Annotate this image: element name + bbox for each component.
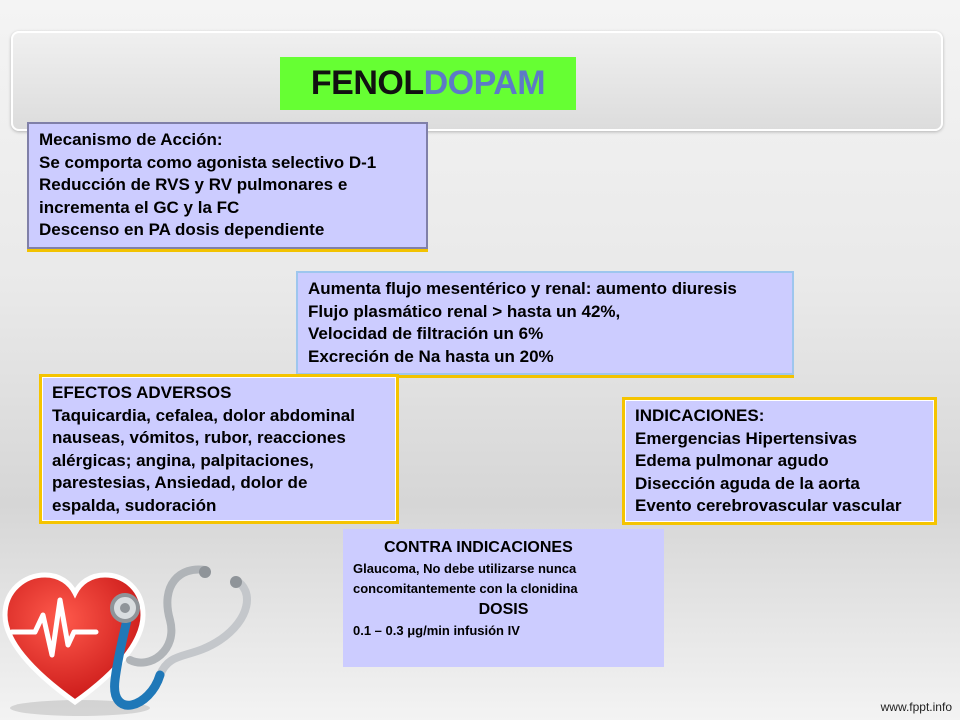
efectos-line: alérgicas; angina, palpitaciones, bbox=[52, 450, 314, 470]
mecanismo-line: Se comporta como agonista selectivo D-1 bbox=[39, 152, 377, 172]
contraindicaciones-box bbox=[343, 529, 664, 667]
contra-heading: CONTRA INDICACIONES bbox=[384, 539, 573, 556]
efectos-line: Taquicardia, cefalea, dolor abdominal bbox=[52, 405, 355, 425]
efectos-line: parestesias, Ansiedad, dolor de bbox=[52, 473, 308, 492]
mecanismo-box bbox=[27, 122, 428, 249]
efectos-heading: EFECTOS ADVERSOS bbox=[52, 383, 232, 402]
mecanismo-line: incrementa el GC y la FC bbox=[39, 197, 240, 217]
flujo-line: Velocidad de filtración un 6% bbox=[308, 324, 544, 343]
indicaciones-line: Evento cerebrovascular vascular bbox=[635, 496, 902, 515]
title-part-1: FENOL bbox=[310, 64, 424, 102]
dosis-text: 0.1 – 0.3 μg/min infusión IV bbox=[353, 623, 520, 638]
flujo-line: Excreción de Na hasta un 20% bbox=[308, 346, 554, 366]
dosis-heading: DOSIS bbox=[478, 601, 529, 618]
slide-title bbox=[280, 57, 576, 110]
indicaciones-heading: INDICACIONES: bbox=[635, 406, 765, 425]
efectos-adversos-box bbox=[39, 374, 399, 524]
heart-stethoscope-icon bbox=[0, 560, 270, 720]
mecanismo-line: Mecanismo de Acción: bbox=[39, 130, 223, 149]
footer-url: www.fppt.info bbox=[880, 700, 952, 714]
flujo-line: Aumenta flujo mesentérico y renal: aumento diuresis bbox=[308, 279, 737, 298]
indicaciones-line: Edema pulmonar agudo bbox=[635, 451, 829, 470]
indicaciones-line: Disección aguda de la aorta bbox=[635, 473, 860, 493]
contra-text: concomitantemente con la clonidina bbox=[353, 581, 578, 596]
contra-text: Glaucoma, No debe utilizarse nunca bbox=[353, 561, 577, 576]
mecanismo-line: Reducción de RVS y RV pulmonares e bbox=[39, 175, 348, 194]
efectos-line: nauseas, vómitos, rubor, reacciones bbox=[52, 428, 346, 447]
indicaciones-box bbox=[622, 397, 937, 525]
flujo-box bbox=[296, 271, 794, 375]
title-part-2: DOPAM bbox=[423, 64, 546, 102]
indicaciones-line: Emergencias Hipertensivas bbox=[635, 428, 858, 448]
mecanismo-line: Descenso en PA dosis dependiente bbox=[39, 220, 325, 239]
efectos-line: espalda, sudoración bbox=[52, 495, 217, 515]
flujo-line: Flujo plasmático renal > hasta un 42%, bbox=[308, 301, 621, 321]
